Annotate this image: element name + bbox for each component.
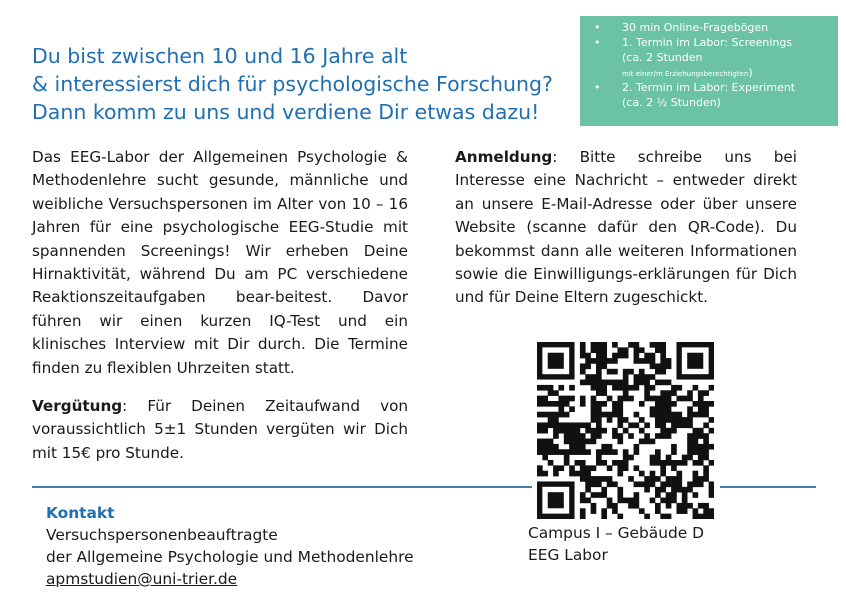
appointment-item-questionnaire bbox=[594, 20, 832, 35]
appointment-item-screening bbox=[594, 35, 832, 80]
headline bbox=[32, 42, 592, 126]
campus-lab: EEG Labor bbox=[528, 546, 608, 564]
appointments-info-box bbox=[580, 16, 838, 126]
right-column bbox=[455, 146, 797, 310]
compensation-text: : Für Deinen Zeitaufwand von voraussichtlich 5±1 Stunden vergüten wir Dich mit 15€ pro Stunde. bbox=[32, 397, 408, 462]
appointment-item-experiment bbox=[594, 80, 832, 110]
appointment-item-screening-close-paren: ) bbox=[748, 66, 753, 79]
contact-title: Kontakt bbox=[46, 504, 115, 522]
study-description: Das EEG-Labor der Allgemeinen Psychologie & Methodenlehre sucht gesunde, männliche und weibliche Versuchspersonen im Alter von 10 – 16 Jahren für eine psychologische EEG-Studie mit spannenden Screenings! Wir erheben Deine Hirnaktivität, während Du am PC verschiedene Reaktionszeitaufgaben bear-beitest. Davor führen wir einen kurzen IQ-Test und ein klinisches Interview mit Dir durch. Die Termine finden zu flexiblen Uhrzeiten statt. bbox=[32, 148, 408, 377]
appointment-item-screening-title: • 1. Termin im Labor: Screenings bbox=[622, 36, 793, 49]
appointment-item-experiment-duration: (ca. 2 ½ Stunden) bbox=[622, 96, 721, 109]
website-qr-code[interactable] bbox=[537, 342, 714, 519]
left-column bbox=[32, 146, 408, 465]
compensation-paragraph bbox=[32, 395, 408, 465]
headline-line-3: Dann komm zu uns und verdiene Dir etwas dazu! bbox=[32, 100, 540, 124]
contact-role: Versuchspersonenbeauftragte bbox=[46, 526, 278, 544]
divider-left bbox=[32, 486, 532, 488]
appointments-list bbox=[594, 20, 832, 110]
registration-label: Anmeldung bbox=[455, 148, 553, 166]
compensation-label: Vergütung bbox=[32, 397, 123, 416]
contact-department: der Allgemeine Psychologie und Methodenlehre bbox=[46, 548, 414, 566]
headline-line-2: & interessierst dich für psychologische Forschung? bbox=[32, 72, 553, 96]
divider-right bbox=[720, 486, 816, 488]
campus-location bbox=[528, 522, 704, 566]
contact-block bbox=[46, 502, 414, 590]
appointment-item-screening-duration: (ca. 2 Stunden bbox=[622, 51, 703, 64]
contact-email-link[interactable]: apmstudien@uni-trier.de bbox=[46, 570, 238, 588]
appointment-item-screening-guardian-note: mit einer/m Erziehungsberechtigten bbox=[622, 70, 749, 78]
appointment-item-experiment-title: • 2. Termin im Labor: Experiment bbox=[622, 81, 796, 94]
appointment-item-questionnaire-text: 30 min Online-Fragebögen bbox=[622, 21, 769, 34]
registration-text: : Bitte schreibe uns bei Interesse eine Nachricht – entweder direkt an unsere E-Mail-Adresse oder über unsere Website (scanne dafür den QR-Code). Du bekommst dann alle weiteren Informationen sowie die Einwilligungs-erklärungen für Dich und für Deine Eltern zugeschickt. bbox=[455, 148, 797, 307]
campus-building: Campus I – Gebäude D bbox=[528, 524, 704, 542]
registration-paragraph bbox=[455, 146, 797, 310]
headline-line-1: Du bist zwischen 10 und 16 Jahre alt bbox=[32, 44, 408, 68]
